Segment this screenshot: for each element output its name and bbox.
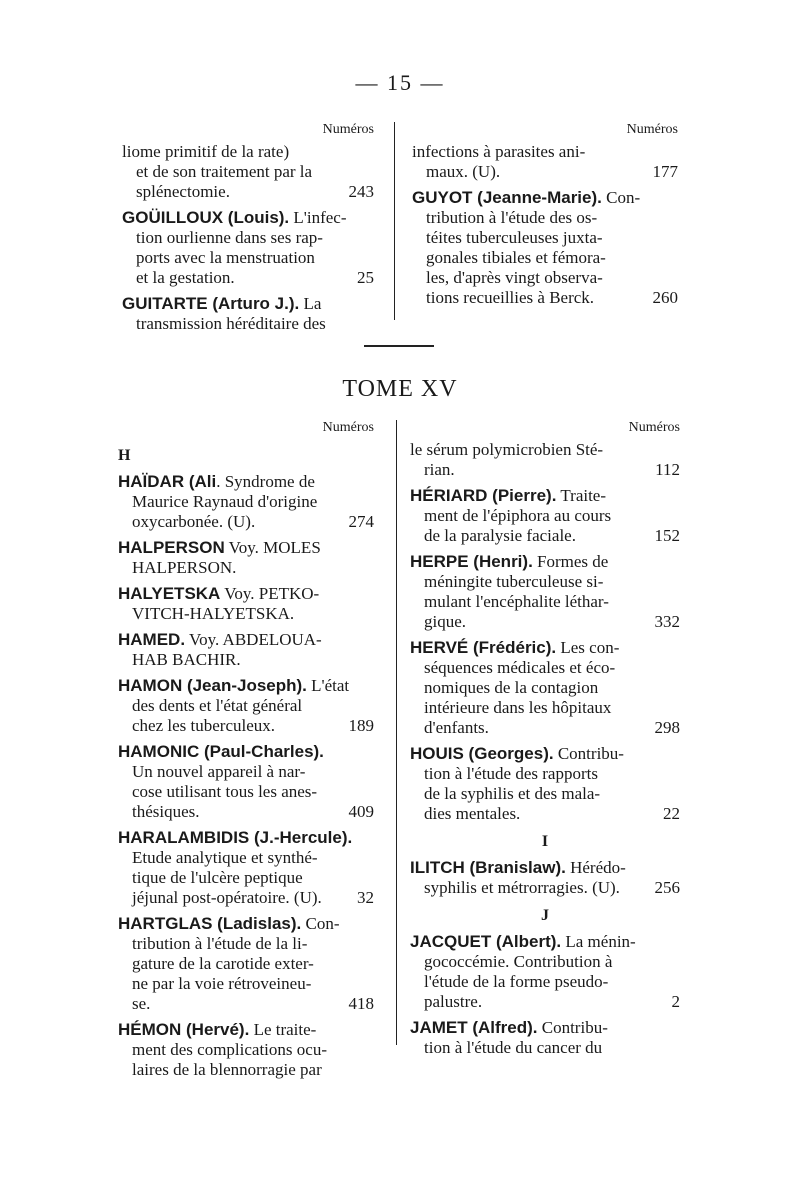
entry-text: ment des complications ocu-: [132, 1040, 327, 1059]
index-entry: [122, 294, 374, 334]
entry-text: Le traite-: [249, 1020, 317, 1039]
entry-text: oxycarbonée. (U).: [132, 512, 256, 531]
entry-line: [118, 1040, 374, 1060]
entry-number: 2: [671, 992, 680, 1011]
entry-line: [118, 492, 374, 512]
index-entry: [410, 552, 680, 632]
entry-line: [410, 858, 680, 878]
entry-line: [412, 288, 678, 308]
bottom-left-column: [118, 418, 374, 1086]
entry-text: ne par la voie rétroveineu-: [132, 974, 312, 993]
entry-line: [118, 888, 374, 908]
entry-line: [410, 804, 680, 824]
entry-line: [122, 182, 374, 202]
index-entry: [412, 188, 678, 308]
entry-text: VITCH-HALYETSKA.: [132, 604, 295, 623]
entry-text: les, d'après vingt observa-: [426, 268, 603, 287]
entry-text: ment de l'épiphora au cours: [424, 506, 612, 525]
entry-text: tion à l'étude du cancer du: [424, 1038, 603, 1057]
entry-line: [118, 604, 374, 624]
entry-text: des dents et l'état général: [132, 696, 303, 715]
entry-text: se.: [132, 994, 151, 1013]
index-entry: [410, 638, 680, 738]
entry-line: [122, 268, 374, 288]
index-entry: [118, 676, 374, 736]
index-entry: [410, 486, 680, 546]
entry-line: [410, 486, 680, 506]
entry-text: Con-: [301, 914, 340, 933]
entry-text: Traite-: [556, 486, 607, 505]
entry-number: 274: [348, 512, 374, 531]
entry-line: [118, 558, 374, 578]
entry-heading: HÉRIARD (Pierre).: [410, 486, 557, 505]
entry-text: tions recueillies à Berck.: [426, 288, 595, 307]
entry-text: . Syndrome de: [216, 472, 315, 491]
entry-number: 332: [654, 612, 680, 631]
entry-text: Voy. ABDELOUA-: [185, 630, 322, 649]
entry-heading: HERPE (Henri).: [410, 552, 533, 571]
entry-text: et la gestation.: [136, 268, 235, 287]
index-entry: [412, 142, 678, 182]
entry-text: HALPERSON.: [132, 558, 237, 577]
entry-text: gique.: [424, 612, 467, 631]
entry-text: gococcémie. Contribution à: [424, 952, 613, 971]
entry-heading: GUYOT (Jeanne-Marie).: [412, 188, 602, 207]
entry-line: [410, 1038, 680, 1058]
index-entry: [122, 208, 374, 288]
entry-text: tique de l'ulcère peptique: [132, 868, 303, 887]
entry-line: [410, 460, 680, 480]
entry-line: [122, 208, 374, 228]
entry-line: [122, 314, 374, 334]
index-entry: [410, 932, 680, 1012]
entry-heading: HAMED.: [118, 630, 186, 649]
entry-line: [412, 228, 678, 248]
entry-text: gonales tibiales et fémora-: [426, 248, 606, 267]
entry-line: [410, 638, 680, 658]
index-entry: [410, 744, 680, 824]
entry-line: [122, 294, 374, 314]
entry-text: liome primitif de la rate): [122, 142, 290, 161]
index-entry: [410, 440, 680, 480]
entry-text: L'état: [306, 676, 350, 695]
entry-line: [118, 848, 374, 868]
entry-line: [118, 538, 374, 558]
entry-line: [122, 162, 374, 182]
index-entry: [118, 1020, 374, 1080]
entry-line: [410, 764, 680, 784]
entry-heading: HALPERSON: [118, 538, 225, 557]
index-entry: [410, 1018, 680, 1058]
entry-number: 409: [348, 802, 374, 821]
entry-text: nomiques de la contagion: [424, 678, 599, 697]
entry-number: 22: [663, 804, 680, 823]
bottom-right-column: [410, 418, 680, 1064]
entry-text: La ménin-: [561, 932, 636, 951]
index-entry: [118, 472, 374, 532]
entry-line: [410, 678, 680, 698]
entry-line: [410, 552, 680, 572]
entry-line: [410, 440, 680, 460]
top-left-column: [122, 120, 374, 340]
entry-line: [118, 630, 374, 650]
entry-text: Voy. MOLES: [224, 538, 321, 557]
entry-text: Etude analytique et synthé-: [132, 848, 318, 867]
column-divider-bottom: [396, 420, 397, 1045]
entry-text: chez les tuberculeux.: [132, 716, 276, 735]
entry-text: palustre.: [424, 992, 483, 1011]
entry-text: Les con-: [556, 638, 620, 657]
entry-number: 177: [652, 162, 678, 181]
letter-heading-j: J: [541, 907, 549, 924]
entry-line: [118, 868, 374, 888]
entry-text: Contribu-: [537, 1018, 608, 1037]
column-divider-top: [394, 122, 395, 320]
entry-text: Contribu-: [553, 744, 624, 763]
entry-line: [122, 228, 374, 248]
entry-line: [412, 268, 678, 288]
entry-text: tion ourlienne dans ses rap-: [136, 228, 323, 247]
entry-line: [410, 718, 680, 738]
entry-text: transmission héréditaire des: [136, 314, 326, 333]
entry-line: [118, 954, 374, 974]
entry-text: Hérédo-: [565, 858, 626, 877]
entry-line: [118, 828, 374, 848]
entry-text: splénectomie.: [136, 182, 230, 201]
index-entry: [118, 914, 374, 1014]
entry-text: jéjunal post-opératoire. (U).: [132, 888, 322, 907]
entry-line: [410, 658, 680, 678]
entry-text: HAB BACHIR.: [132, 650, 241, 669]
numeros-label: Numéros: [626, 122, 678, 137]
entry-text: téites tuberculeuses juxta-: [426, 228, 603, 247]
entry-text: syphilis et métrorragies. (U).: [424, 878, 620, 897]
entry-line: [118, 696, 374, 716]
entry-number: 32: [357, 888, 374, 907]
entry-text: maux. (U).: [426, 162, 501, 181]
entry-heading: HÉMON (Hervé).: [118, 1020, 250, 1039]
entry-text: infections à parasites ani-: [412, 142, 586, 161]
entry-line: [412, 208, 678, 228]
entry-line: [410, 972, 680, 992]
entry-heading: HERVÉ (Frédéric).: [410, 638, 557, 657]
entry-line: [118, 716, 374, 736]
entry-line: [118, 512, 374, 532]
entry-text: mulant l'encéphalite léthar-: [424, 592, 609, 611]
entry-heading: GUITARTE (Arturo J.).: [122, 294, 300, 313]
letter-heading-i: I: [541, 833, 549, 850]
entry-text: d'enfants.: [424, 718, 489, 737]
entry-text: rian.: [424, 460, 455, 479]
entry-heading: HAMON (Jean-Joseph).: [118, 676, 307, 695]
entry-text: Voy. PETKO-: [220, 584, 320, 603]
index-entry: [118, 630, 374, 670]
entry-line: [410, 526, 680, 546]
entry-line: [118, 762, 374, 782]
entry-line: [412, 188, 678, 208]
entry-text: méningite tuberculeuse si-: [424, 572, 604, 591]
entry-line: [122, 248, 374, 268]
entry-text: cose utilisant tous les anes-: [132, 782, 318, 801]
page-number: — 15 —: [355, 70, 445, 95]
entry-heading: HARTGLAS (Ladislas).: [118, 914, 302, 933]
entry-line: [118, 742, 374, 762]
entry-line: [410, 612, 680, 632]
entry-line: [118, 584, 374, 604]
entry-line: [412, 142, 678, 162]
entry-line: [410, 784, 680, 804]
entry-heading: JACQUET (Albert).: [410, 932, 562, 951]
entry-text: séquences médicales et éco-: [424, 658, 616, 677]
entry-text: La: [299, 294, 322, 313]
entry-heading: HAMONIC (Paul-Charles).: [118, 742, 324, 761]
entry-text: l'étude de la forme pseudo-: [424, 972, 609, 991]
entry-line: [118, 472, 374, 492]
entry-line: [410, 506, 680, 526]
entry-number: 189: [348, 716, 374, 735]
entry-line: [410, 1018, 680, 1038]
entry-number: 260: [652, 288, 678, 307]
entry-heading: HALYETSKA: [118, 584, 221, 603]
entry-line: [118, 914, 374, 934]
entry-number: 298: [654, 718, 680, 737]
entry-number: 418: [348, 994, 374, 1013]
index-entry: [118, 584, 374, 624]
letter-heading-h: H: [118, 447, 131, 464]
numeros-label: Numéros: [322, 420, 374, 435]
entry-line: [412, 162, 678, 182]
entry-line: [118, 782, 374, 802]
top-right-column: [412, 120, 678, 314]
entry-heading: HOUIS (Georges).: [410, 744, 554, 763]
numeros-label: Numéros: [628, 420, 680, 435]
entry-heading: GOÜILLOUX (Louis).: [122, 208, 290, 227]
entry-text: de la syphilis et des mala-: [424, 784, 601, 803]
index-entry: [410, 858, 680, 898]
entry-heading: HARALAMBIDIS (J.-Hercule).: [118, 828, 353, 847]
entry-number: 152: [654, 526, 680, 545]
entry-line: [118, 1020, 374, 1040]
index-entry: [118, 828, 374, 908]
entry-number: 112: [655, 460, 680, 479]
entry-text: de la paralysie faciale.: [424, 526, 576, 545]
section-rule: [364, 345, 434, 347]
entry-text: thésiques.: [132, 802, 200, 821]
entry-text: intérieure dans les hôpitaux: [424, 698, 612, 717]
entry-text: ports avec la menstruation: [136, 248, 315, 267]
entry-line: [410, 878, 680, 898]
entry-text: le sérum polymicrobien Sté-: [410, 440, 604, 459]
entry-line: [122, 142, 374, 162]
entry-line: [412, 248, 678, 268]
numeros-label: Numéros: [322, 122, 374, 137]
entry-heading: JAMET (Alfred).: [410, 1018, 538, 1037]
entry-text: gature de la carotide exter-: [132, 954, 314, 973]
entry-text: laires de la blennorragie par: [132, 1060, 322, 1079]
entry-line: [410, 744, 680, 764]
entry-line: [118, 974, 374, 994]
entry-number: 25: [357, 268, 374, 287]
entry-text: dies mentales.: [424, 804, 521, 823]
entry-text: Con-: [601, 188, 641, 207]
entry-text: L'infec-: [289, 208, 347, 227]
entry-line: [118, 934, 374, 954]
index-entry: [118, 742, 374, 822]
entry-text: Maurice Raynaud d'origine: [132, 492, 318, 511]
entry-line: [410, 592, 680, 612]
entry-line: [410, 932, 680, 952]
entry-line: [118, 1060, 374, 1080]
index-entry: [118, 538, 374, 578]
entry-text: et de son traitement par la: [136, 162, 313, 181]
entry-text: tribution à l'étude de la li-: [132, 934, 308, 953]
entry-line: [410, 572, 680, 592]
entry-number: 243: [348, 182, 374, 201]
entry-line: [118, 676, 374, 696]
entry-text: Un nouvel appareil à nar-: [132, 762, 306, 781]
entry-line: [118, 994, 374, 1014]
entry-text: tion à l'étude des rapports: [424, 764, 598, 783]
entry-text: Formes de: [532, 552, 609, 571]
index-entry: [122, 142, 374, 202]
entry-heading: HAÏDAR (Ali: [118, 472, 217, 491]
entry-line: [410, 698, 680, 718]
entry-text: tribution à l'étude des os-: [426, 208, 598, 227]
entry-line: [410, 952, 680, 972]
entry-line: [410, 992, 680, 1012]
entry-number: 256: [654, 878, 680, 897]
entry-line: [118, 650, 374, 670]
entry-line: [118, 802, 374, 822]
tome-heading: TOME XV: [342, 376, 458, 402]
entry-heading: ILITCH (Branislaw).: [410, 858, 566, 877]
